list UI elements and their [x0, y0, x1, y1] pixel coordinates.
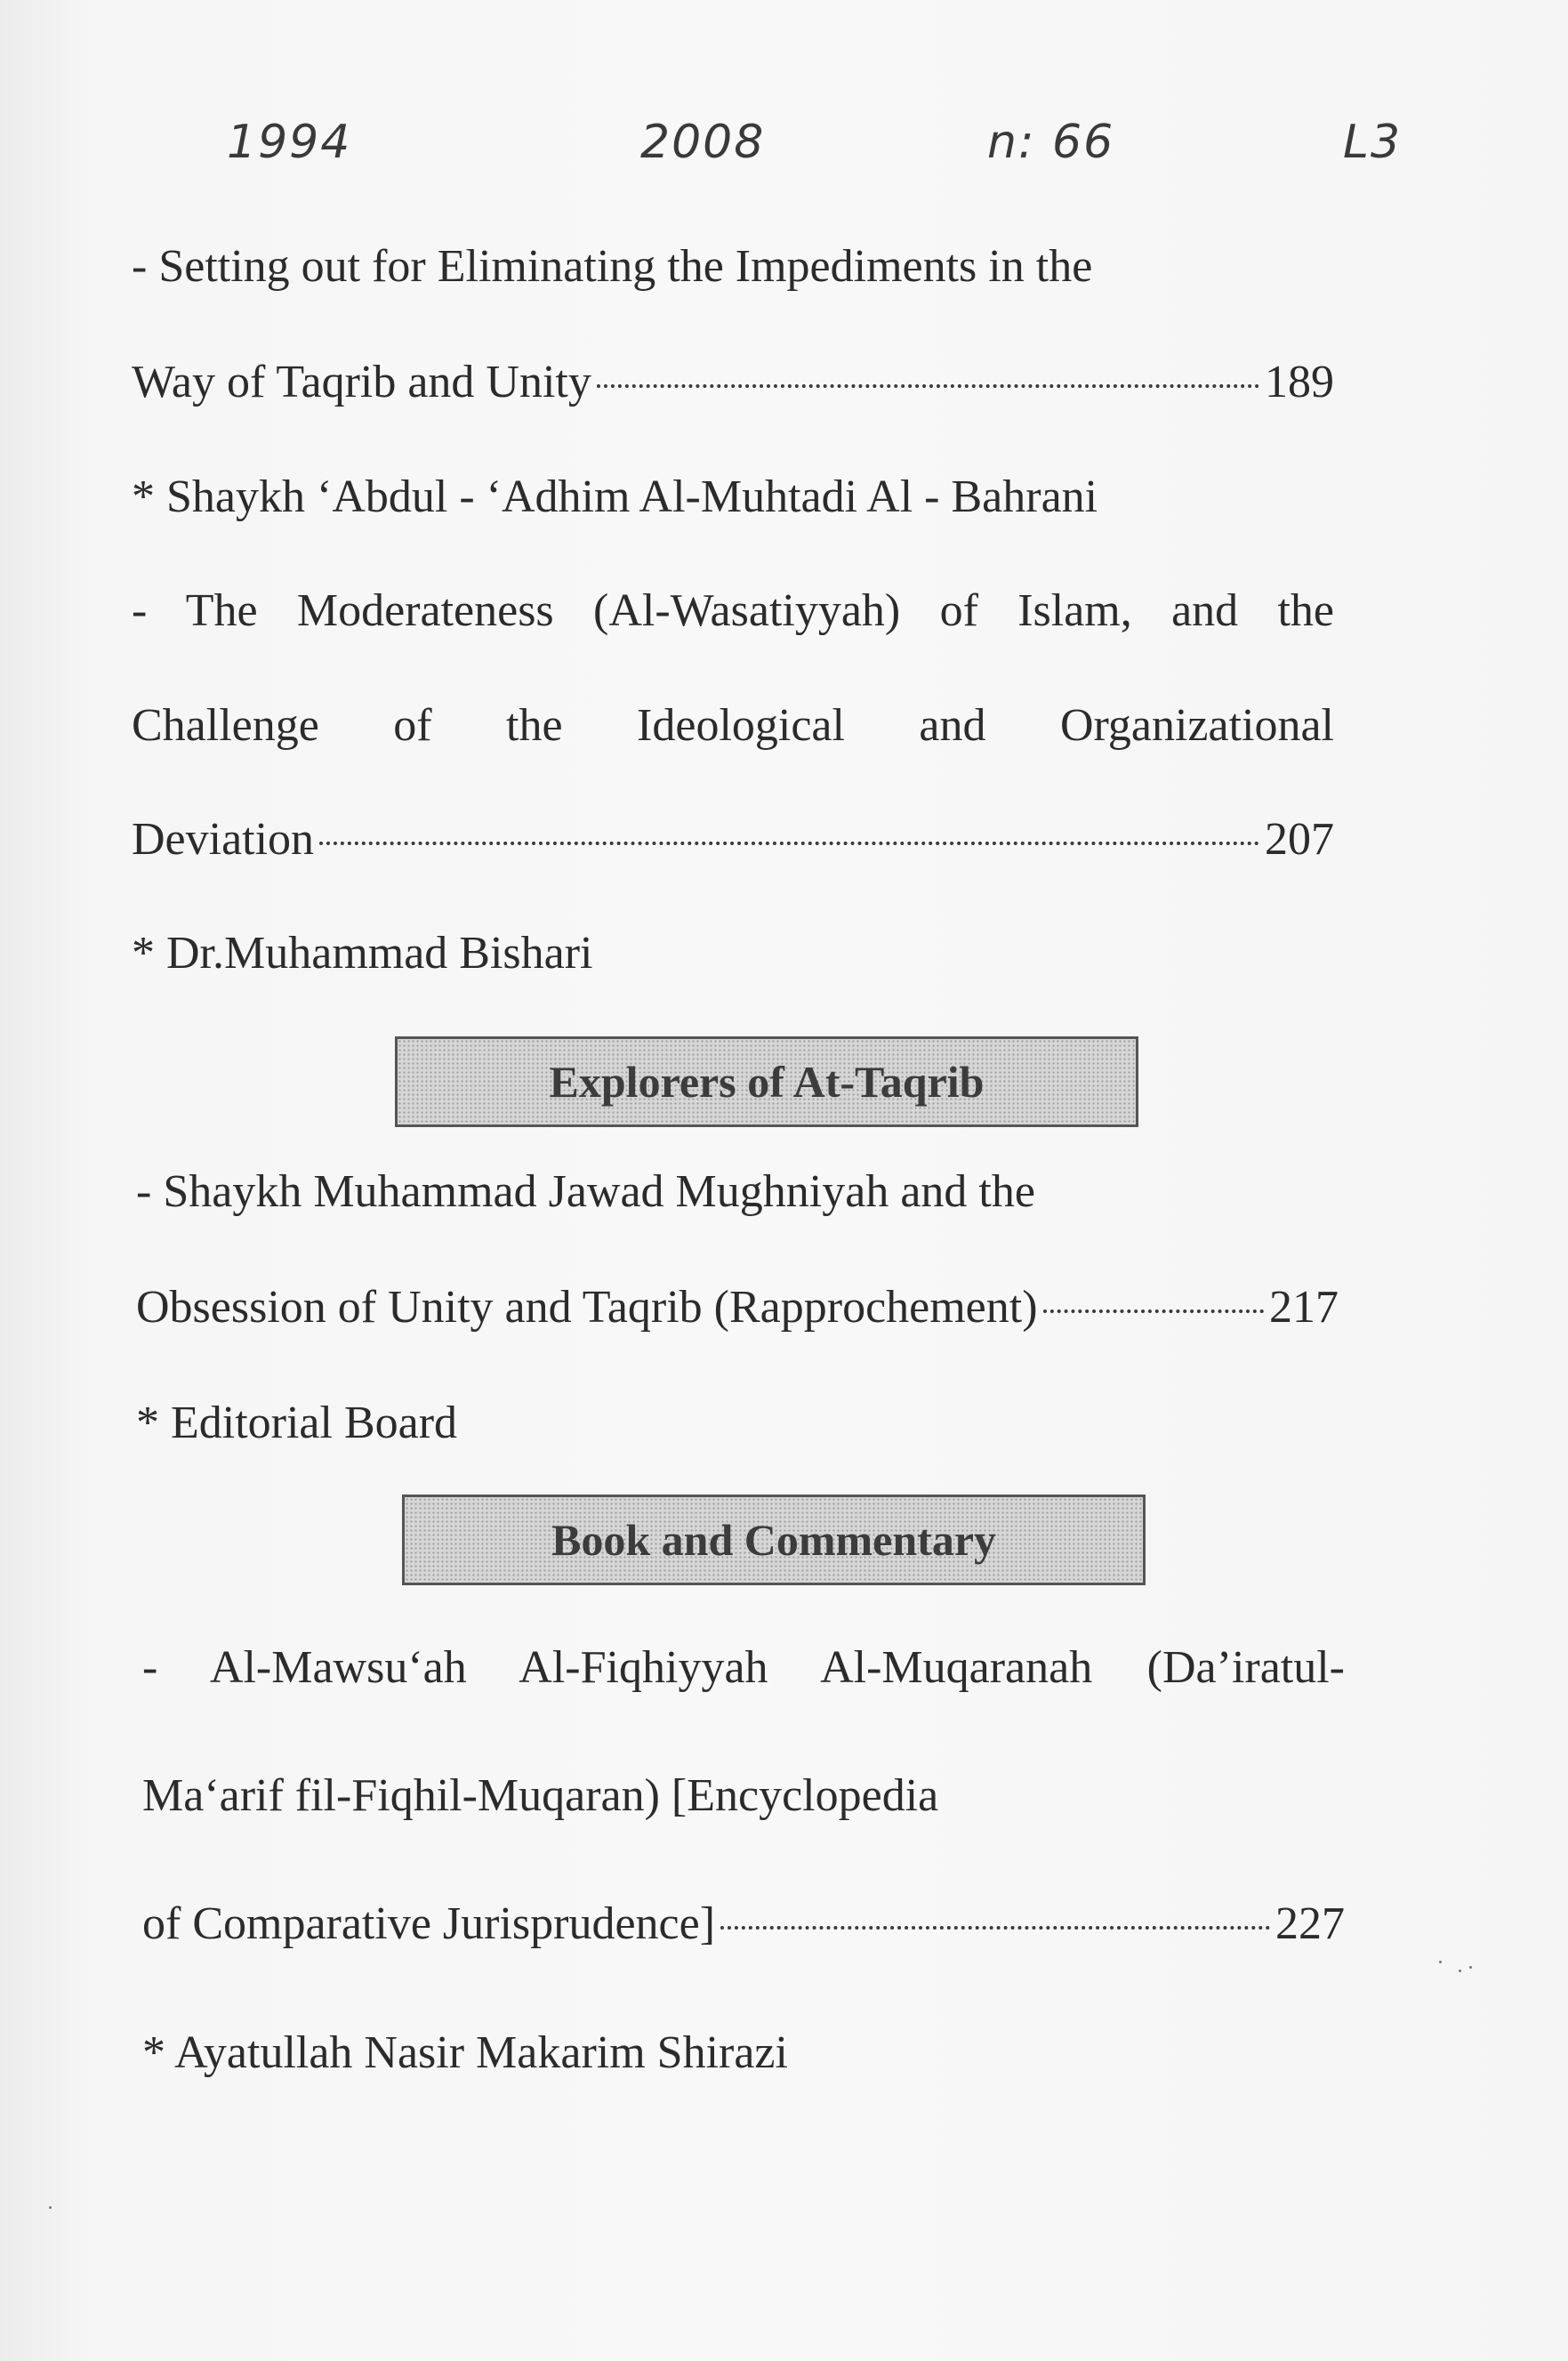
- scan-speck: [1439, 1961, 1442, 1963]
- entry-2-author: * Dr.Muhammad Bishari: [132, 928, 593, 979]
- entry-2-title-line-1: - The Moderateness (Al-Wasatiyyah) of Islam, and the: [132, 585, 1334, 636]
- entry-1-title-text: Way of Taqrib and Unity: [132, 357, 591, 407]
- entry-1-title-line-1: - Setting out for Eliminating the Impediments in the: [132, 241, 1093, 292]
- leader-dots: [720, 1926, 1270, 1930]
- leader-dots: [319, 842, 1259, 845]
- leader-dots: [1043, 1309, 1264, 1313]
- entry-3-title-text: Obsession of Unity and Taqrib (Rapprochement): [136, 1282, 1038, 1333]
- entry-2-page-number: 207: [1265, 814, 1334, 865]
- entry-4-author: * Ayatullah Nasir Makarim Shirazi: [142, 2027, 788, 2078]
- entry-1-page-number: 189: [1265, 357, 1334, 407]
- entry-1-title-line-2: [132, 354, 1334, 411]
- entry-2-title-text: Deviation: [132, 814, 315, 865]
- section-header-book-commentary: Book and Commentary: [402, 1495, 1146, 1585]
- scan-speck: [1469, 1966, 1472, 1969]
- entry-1-author: * Shaykh ‘Abdul - ‘Adhim Al-Muhtadi Al - Bahrani: [132, 471, 1098, 522]
- entry-2-title-line-2: Challenge of the Ideological and Organizational: [132, 700, 1334, 751]
- handwritten-code: L3: [1343, 116, 1403, 169]
- scan-speck: [1459, 1970, 1461, 1972]
- scan-speck: [49, 2206, 52, 2209]
- entry-4-title-line-1: - Al-Mawsu‘ah Al-Fiqhiyyah Al-Muqaranah (Da’iratul-: [142, 1642, 1345, 1693]
- entry-3-author: * Editorial Board: [136, 1398, 458, 1448]
- section-header-explorers: Explorers of At-Taqrib: [395, 1036, 1138, 1127]
- entry-4-title-line-3: [142, 1896, 1345, 1953]
- leader-dots: [597, 384, 1259, 388]
- entry-3-page-number: 217: [1269, 1282, 1339, 1333]
- handwritten-year-2: 2008: [640, 116, 766, 169]
- entry-4-title-line-2: Ma‘arif fil-Fiqhil-Muqaran) [Encyclopedia: [142, 1770, 939, 1821]
- entry-2-title-line-3: [132, 811, 1334, 868]
- entry-3-title-line-1: - Shaykh Muhammad Jawad Mughniyah and the: [136, 1166, 1035, 1217]
- handwritten-year-1: 1994: [227, 116, 352, 169]
- entry-4-page-number: 227: [1275, 1898, 1345, 1949]
- entry-3-title-line-2: [136, 1279, 1339, 1336]
- entry-4-title-text: of Comparative Jurisprudence]: [142, 1898, 716, 1949]
- handwritten-issue-number: n: 66: [987, 116, 1115, 169]
